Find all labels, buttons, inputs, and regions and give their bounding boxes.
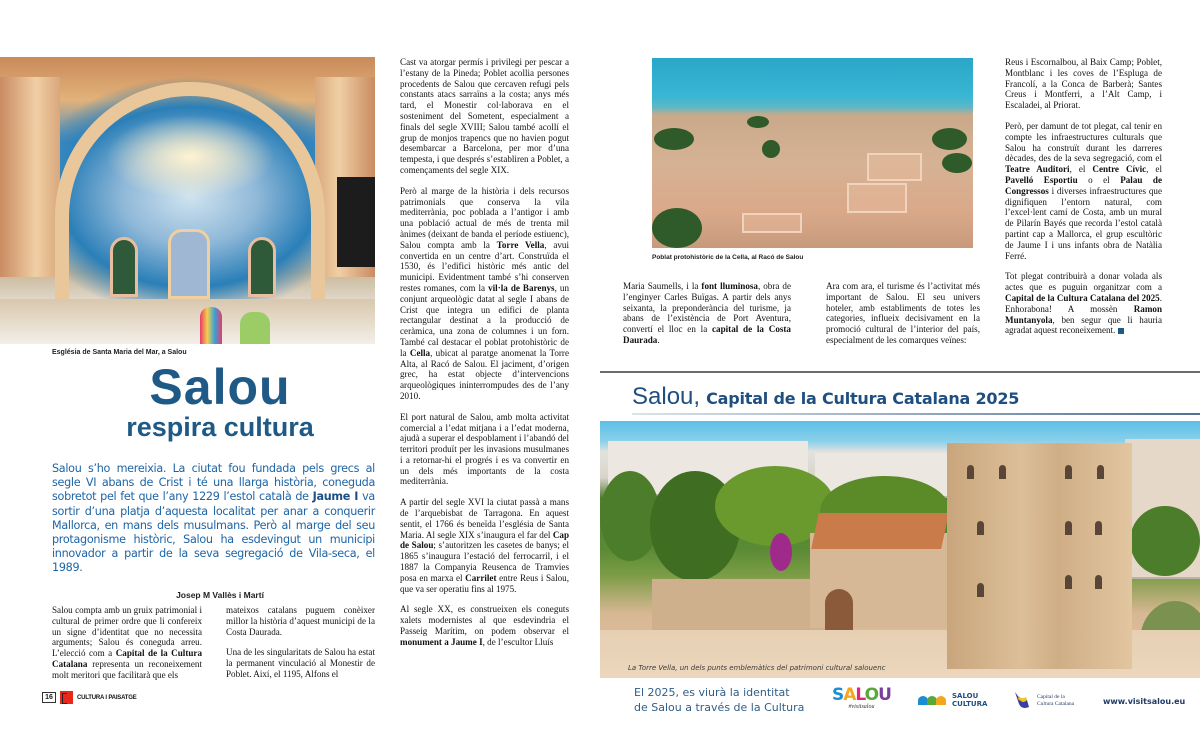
ad-title-bold: Capital de la Cultura Catalana 2025 xyxy=(706,389,1020,408)
ad-slogan-line: de Salou a través de la Cultura xyxy=(634,701,805,714)
photo-window-left xyxy=(110,237,138,297)
paragraph: A partir del segle XVI la ciutat passà a mans de l’arquebisbat de Tarragona. En aquest sentit, el 1766 és beneïda l’església de Santa Maria. Al segle XIX s’inaugura el far del Cap de Salou; s’autoritzen les casetes de banys; el 1865 s’inaugura l’estació del ferrocarril, i el 1887 la Companyia Reusenca de Tramvies posa en marxa el Carrilet entre Reus i Salou, que va ser operatiu fins al 1975. xyxy=(400,497,569,594)
paragraph: Al segle XX, es construeixen els coneguts xalets modernistes al que esdevindria el Passeig Marítim, on podem observar el monument a Jaume I, de l’escultor Lluís xyxy=(400,604,569,647)
tower-window xyxy=(967,465,974,479)
capital-cultura-icon xyxy=(1013,690,1031,712)
photo-bougainvillea xyxy=(770,533,792,571)
body-column-3 xyxy=(400,57,569,658)
body-column-6 xyxy=(1005,57,1162,346)
photo-bush xyxy=(762,140,780,158)
church-photo xyxy=(0,57,375,344)
ad-title xyxy=(632,383,1019,411)
ad-top-rule xyxy=(600,371,1200,373)
photo-person-woman xyxy=(200,307,222,344)
photo-caption: Poblat protohistòric de la Cella, al Racó de Salou xyxy=(652,254,804,261)
section-name: CULTURA I PAISATGE xyxy=(77,694,137,701)
salou-logo xyxy=(832,686,891,710)
capital-cultura-logo xyxy=(1013,690,1074,712)
paragraph: Ara com ara, el turisme és l’activitat més important de Salou. El seu univers hoteler, amb establiments de totes les categories, influeix decisivament en la promoció cultural de l’interior del país, especialment de les comarques veïnes: xyxy=(826,281,980,345)
author-byline: Josep M Vallès i Martí xyxy=(176,590,264,600)
photo-window-right xyxy=(248,237,276,297)
paragraph: Una de les singularitats de Salou ha estat la permanent vinculació al Monestir de Poblet. Així, el 1195, Alfons el xyxy=(226,647,375,679)
photo-bush xyxy=(652,208,702,248)
body-column-2 xyxy=(226,605,375,690)
tower-window xyxy=(999,465,1006,479)
paragraph: Salou compta amb un gruix patrimonial i cultural de primer ordre que li confereix un signe d’identitat que no necessita arguments; Salou és coneguda arreu. L’elecció com a Capital de la Cultura Catalana representa un reconeixement molt meritori que facilitarà que els xyxy=(52,605,202,680)
body-column-4 xyxy=(623,281,791,356)
paragraph: Reus i Escornalbou, al Baix Camp; Poblet, Montblanc i les coves de l’Espluga de Francolí, a la Conca de Barberà; Santes Creus i Montferri, a l’Alt Camp, i Escaladei, al Priorat. xyxy=(1005,57,1162,111)
ad-title-underline xyxy=(632,413,1200,415)
article-subtitle: respira cultura xyxy=(126,412,314,442)
article-title: Salou xyxy=(149,359,291,415)
photo-bush xyxy=(747,116,769,128)
tower-window xyxy=(1097,465,1104,479)
paragraph: Però al marge de la història i dels recursos patrimonials que conserva la vila mediterrània, poc poblada a l’antigor i amb una població actual de més de trenta mil ànimes (deixant de banda el període estiuenc), Salou compta amb la Torre Vella, avui convertida en un centre d’art. Construïda el 1530, és l’edifici històric més antic del municipi. Evidentment també s’hi conserven restes romanes, com la vil·la de Barenys, un conjunt arqueològic datat al segle I abans de Crist que integra un edifici de planta rectangular destinat a la producció de ceràmica, una zona de columnes i un forn. També cal destacar el poblat protohistòric de la Cella, ubicat al paratge anomenat la Torre Alta, al Racó de Salou. El jaciment, d’origen grec, ha estat objecte d’intervencions arqueològiques ininterrompudes des de l’any 2010. xyxy=(400,185,570,401)
photo-tree xyxy=(1130,506,1200,576)
magazine-logo-icon xyxy=(60,691,73,704)
tower-window xyxy=(1095,521,1102,535)
photo-speaker xyxy=(337,177,375,267)
photo-bush xyxy=(654,128,694,150)
ad-photo-caption: La Torre Vella, un dels punts emblemàtics del patrimoni cultural salouenc xyxy=(628,664,886,672)
salou-logo-word: SALOU xyxy=(832,685,891,705)
tower-window xyxy=(1065,521,1072,535)
body-column-5 xyxy=(826,281,980,356)
ad-title-light: Salou, xyxy=(632,383,701,410)
end-of-article-icon xyxy=(1118,328,1124,334)
lead-text: Salou s’ho mereixia. La ciutat fou fundada pels grecs al segle VI abans de Crist i té una llarga història, coneguda sobretot pel fet que l’any 1229 l’estol català de xyxy=(52,462,375,504)
tower-window xyxy=(977,583,984,597)
salou-cultura-logo xyxy=(918,692,987,708)
photo-ruin xyxy=(847,183,907,213)
photo-person-man xyxy=(240,312,270,344)
article-lead xyxy=(52,462,375,576)
photo-ruin xyxy=(867,153,922,181)
salou-cultura-text: SALOU CULTURA xyxy=(952,692,988,708)
page-number: 16 xyxy=(42,692,56,703)
photo-caption: Església de Santa Maria del Mar, a Salou xyxy=(52,349,187,356)
salou-logo-hashtag: #visitsalou xyxy=(848,704,875,710)
ad-slogan xyxy=(634,685,804,715)
tower-window xyxy=(977,521,984,535)
tower-window xyxy=(1095,575,1102,589)
paragraph: Maria Saumells, i la font lluminosa, obra de l’enginyer Carles Buïgas. A partir dels anys seixanta, la preponderància del turisme, ja abans de l’existència de Port Aventura, convertí el lloc en la capital de la Costa Daurada. xyxy=(623,281,791,345)
photo-gate xyxy=(825,589,853,631)
archaeological-site-photo xyxy=(652,58,973,248)
paragraph: mateixos catalans puguem conèixer millor la història d’aquest municipi de la Costa Daurada. xyxy=(226,605,375,637)
tower-window xyxy=(1065,575,1072,589)
photo-ruin xyxy=(742,213,802,233)
torre-vella-photo xyxy=(600,421,1200,678)
tower-window xyxy=(1065,465,1072,479)
photo-bush xyxy=(942,153,972,173)
ad-slogan-line: El 2025, es viurà la identitat xyxy=(634,686,790,699)
lead-bold: Jaume I xyxy=(312,490,359,504)
body-column-1 xyxy=(52,605,202,691)
salou-cultura-icon xyxy=(918,693,948,707)
page-footer xyxy=(42,691,137,704)
photo-wall xyxy=(0,299,375,344)
photo-bush xyxy=(932,128,967,150)
lead-text: va sortir d’una platja d’aquesta localitat per anar a conquerir Mallorca, en mans dels musulmans. Però al marge del seu protagonisme històric, Salou ha esdevingut un municipi innovador a partir de la seva segregació de Vila-seca, el 1989. xyxy=(52,490,375,575)
website-link[interactable]: www.visitsalou.eu xyxy=(1103,697,1186,706)
paragraph: Però, per damunt de tot plegat, cal tenir en compte les infraestructures culturals que Salou ha construït durant les darreres dècades, des de la seva segregació, com el Teatre Auditori, el Centre Cívic, el Pavelló Esportiu o el Palau de Congressos i diverses infraestructures que dignifiquen l’entorn natural, com l’excel·lent camí de Costa, amb un mural de Pilarín Bayés que recorda l’estol català partint cap a Mallorca, el grup escultòric de Jaume I i uns infants obra de Natàlia Ferré. xyxy=(1005,120,1162,261)
paragraph: Cast va atorgar permís i privilegi per pescar a l’estany de la Pineda; Poblet acollia persones procedents de Salou que cercaven refugi pels constants atacs sarraïns a la costa; anys més tard, el Monestir col·laborava en el sosteniment del Sometent, especialment a finals del segle XVIII; Salou també acollí el grup de monjos trapencs que no havien pogut desembarcar a Barcelona, per mor d’una tempesta, i que després s’establiren a Poblet, a començaments del segle XIX. xyxy=(400,57,569,175)
photo-niche-center xyxy=(168,229,210,299)
photo-pillar-left xyxy=(0,77,60,277)
paragraph: Tot plegat contribuirà a donar volada als actes que es puguin organitzar com a Capital de la Cultura Catalana del 2025. Enhorabona! A mossèn Ramon Muntanyola, ben segur que li hauria agradat aquest reconeixement. xyxy=(1005,271,1162,336)
capital-cultura-text: Capital de la Cultura Catalana xyxy=(1037,694,1075,707)
paragraph: El port natural de Salou, amb molta activitat comercial a l’edat mitjana i a l’edat moderna, ajudà a superar el despoblament i l’abandó del territori produït per les invasions musulmanes i a retornar-hi el progrés i es va convertir en un dels més importants de la costa mediterrània. xyxy=(400,411,569,487)
photo-tower xyxy=(947,443,1132,669)
photo-roof xyxy=(811,513,949,549)
